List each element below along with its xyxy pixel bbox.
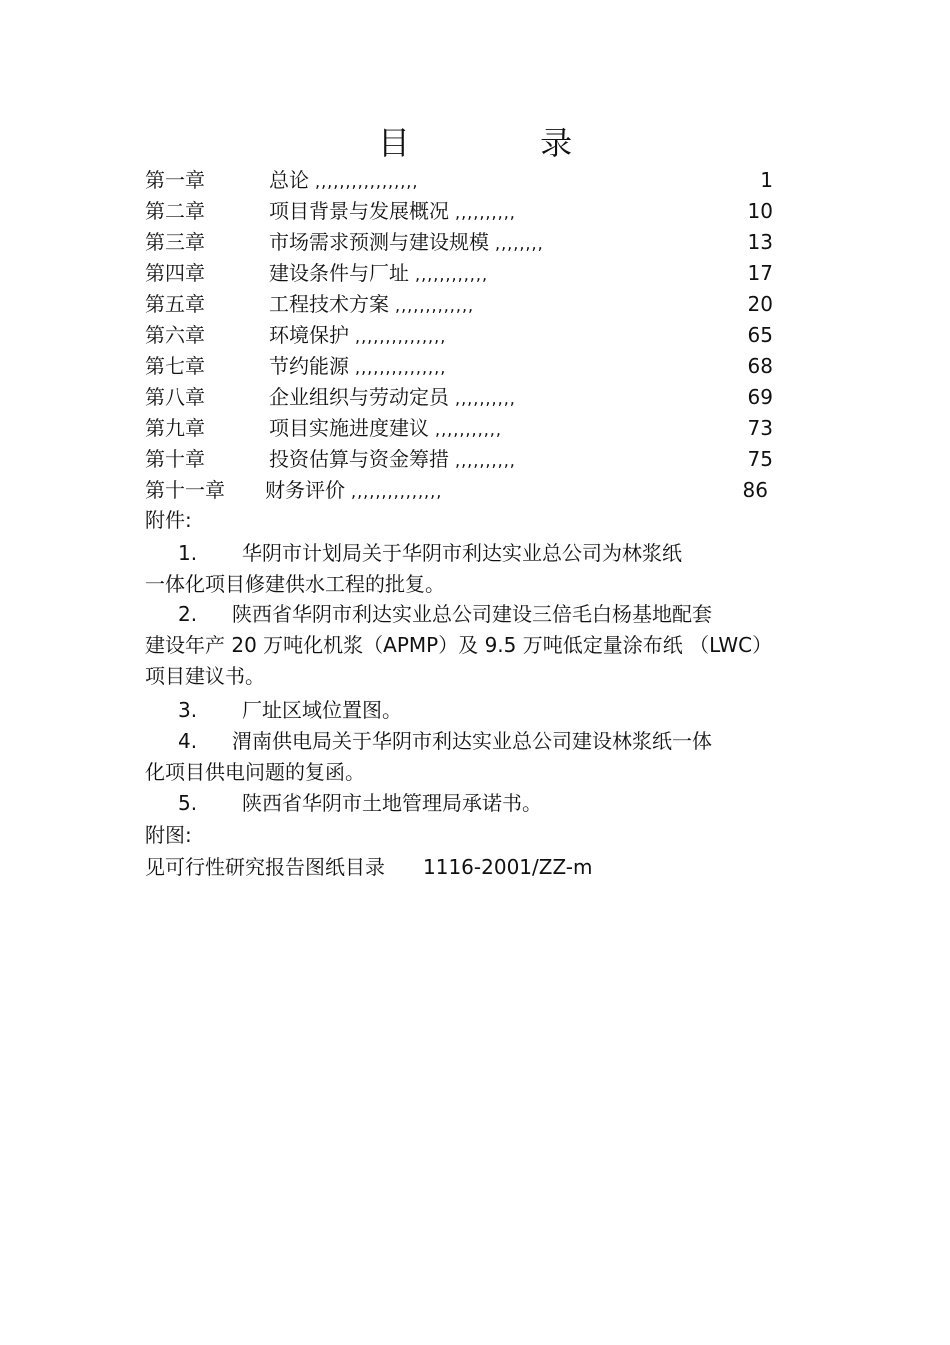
- toc-row: [145, 258, 785, 289]
- toc-title: 项目背景与发展概况: [269, 199, 449, 223]
- toc-chapter: 第六章: [145, 323, 205, 347]
- attachment-text-continued: 化项目供电问题的复函。: [145, 760, 365, 784]
- toc-row: [145, 382, 785, 413]
- attachment-number: 1.: [178, 541, 198, 565]
- toc-leader: ,,,,,,,,,,,,,,,: [355, 327, 447, 346]
- toc-title: 总论: [269, 168, 309, 192]
- attachment-item: [145, 599, 825, 692]
- toc-page: 65: [747, 323, 773, 347]
- toc-page: 75: [747, 447, 773, 471]
- toc-row: [145, 320, 785, 351]
- attachment-number: 4.: [178, 729, 198, 753]
- attachment-text: 陕西省华阴市土地管理局承诺书。: [242, 791, 542, 815]
- attachment-text: 厂址区域位置图。: [242, 698, 402, 722]
- attachment-text: 渭南供电局关于华阴市利达实业总公司建设林浆纸一体: [232, 729, 712, 753]
- drawing-reference-code: 1116-2001/ZZ-m: [423, 855, 593, 879]
- attachment-text: 陕西省华阴市利达实业总公司建设三倍毛白杨基地配套: [232, 602, 712, 626]
- attachment-item: [145, 726, 825, 788]
- toc-chapter: 第一章: [145, 168, 205, 192]
- toc-title: 财务评价: [265, 478, 345, 502]
- toc-chapter: 第五章: [145, 292, 205, 316]
- toc-row: [145, 227, 785, 258]
- toc-title: 市场需求预测与建设规模: [269, 230, 489, 254]
- figures-heading: 附图:: [145, 823, 192, 847]
- drawing-reference: [145, 852, 593, 883]
- table-of-contents: [145, 165, 785, 506]
- toc-leader: ,,,,,,,,,,,,,,,: [355, 358, 447, 377]
- toc-page: 10: [747, 199, 773, 223]
- attachment-number: 2.: [178, 602, 198, 626]
- attachments-heading: 附件:: [145, 508, 192, 532]
- attachment-text-continued: 建设年产 20 万吨化机浆（APMP）及 9.5 万吨低定量涂布纸 （LWC）: [145, 633, 773, 657]
- toc-row: [145, 289, 785, 320]
- toc-title: 企业组织与劳动定员: [269, 385, 449, 409]
- toc-leader: ,,,,,,,,,,: [455, 389, 516, 408]
- toc-page: 1: [760, 168, 773, 192]
- toc-title: 建设条件与厂址: [269, 261, 409, 285]
- toc-page: 20: [747, 292, 773, 316]
- toc-leader: ,,,,,,,,,,: [455, 451, 516, 470]
- toc-page: 69: [747, 385, 773, 409]
- toc-leader: ,,,,,,,,,,,: [435, 420, 502, 439]
- toc-chapter: 第七章: [145, 354, 205, 378]
- toc-row: [145, 475, 785, 506]
- toc-chapter: 第四章: [145, 261, 205, 285]
- toc-leader: ,,,,,,,,,,,,,,,: [351, 482, 443, 501]
- attachment-item: [145, 538, 825, 600]
- toc-row: [145, 444, 785, 475]
- toc-chapter: 第十一章: [145, 478, 225, 502]
- toc-page: 73: [747, 416, 773, 440]
- toc-chapter: 第九章: [145, 416, 205, 440]
- attachment-item: [145, 695, 825, 726]
- page-title: 目 录: [377, 124, 633, 162]
- toc-title: 投资估算与资金筹措: [269, 447, 449, 471]
- toc-row: [145, 413, 785, 444]
- toc-title: 项目实施进度建议: [269, 416, 429, 440]
- toc-title: 节约能源: [269, 354, 349, 378]
- toc-page: 13: [747, 230, 773, 254]
- attachment-text-continued: 一体化项目修建供水工程的批复。: [145, 572, 445, 596]
- toc-row: [145, 196, 785, 227]
- toc-title: 环境保护: [269, 323, 349, 347]
- toc-page: 86: [742, 478, 768, 502]
- toc-chapter: 第十章: [145, 447, 205, 471]
- toc-chapter: 第八章: [145, 385, 205, 409]
- toc-row: [145, 165, 785, 196]
- toc-chapter: 第二章: [145, 199, 205, 223]
- toc-leader: ,,,,,,,,: [495, 234, 544, 253]
- toc-page: 68: [747, 354, 773, 378]
- toc-chapter: 第三章: [145, 230, 205, 254]
- toc-leader: ,,,,,,,,,,,,: [415, 265, 489, 284]
- toc-row: [145, 351, 785, 382]
- toc-title: 工程技术方案: [269, 292, 389, 316]
- toc-leader: ,,,,,,,,,,,,,: [395, 296, 475, 315]
- attachment-text: 华阴市计划局关于华阴市利达实业总公司为林浆纸: [242, 541, 682, 565]
- attachment-number: 3.: [178, 698, 198, 722]
- attachment-item: [145, 788, 825, 819]
- drawing-reference-text: 见可行性研究报告图纸目录: [145, 855, 385, 879]
- attachment-text-continued: 项目建议书。: [145, 664, 265, 688]
- toc-leader: ,,,,,,,,,,: [455, 203, 516, 222]
- toc-page: 17: [747, 261, 773, 285]
- attachment-number: 5.: [178, 791, 198, 815]
- toc-leader: ,,,,,,,,,,,,,,,,,: [315, 172, 419, 191]
